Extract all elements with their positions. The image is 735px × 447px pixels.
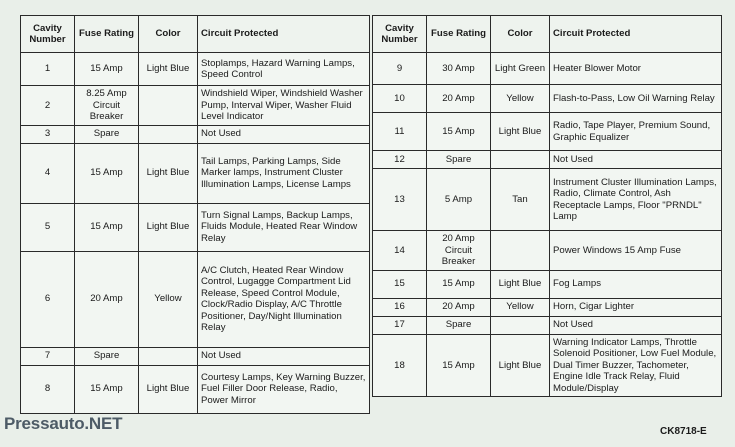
cavity-number-cell: 17 bbox=[373, 316, 427, 334]
fuse-row bbox=[373, 113, 722, 151]
circuit-protected-cell: Instrument Cluster Illumination Lamps, Radio, Climate Control, Ash Receptacle Lamps, Floor "PRNDL" Lamp bbox=[550, 169, 722, 231]
fuse-row bbox=[21, 143, 370, 203]
circuit-protected-cell: Tail Lamps, Parking Lamps, Side Marker lamps, Instrument Cluster Illumination Lamps, License Lamps bbox=[198, 143, 370, 203]
fuse-rating-cell: Spare bbox=[427, 151, 491, 169]
cavity-number-cell: 6 bbox=[21, 251, 75, 347]
cavity-number-cell: 4 bbox=[21, 143, 75, 203]
cavity-number-cell: 10 bbox=[373, 85, 427, 113]
cavity-number-cell: 12 bbox=[373, 151, 427, 169]
cavity-number-cell: 11 bbox=[373, 113, 427, 151]
fuse-row bbox=[21, 53, 370, 86]
fuse-rating-cell: 15 Amp bbox=[427, 113, 491, 151]
cavity-number-cell: 15 bbox=[373, 270, 427, 298]
circuit-protected-cell: Power Windows 15 Amp Fuse bbox=[550, 231, 722, 271]
fuse-row bbox=[373, 316, 722, 334]
cavity-number-cell: 7 bbox=[21, 347, 75, 365]
circuit-protected-cell: Flash-to-Pass, Low Oil Warning Relay bbox=[550, 85, 722, 113]
header-color: Color bbox=[139, 16, 198, 53]
fuse-color-cell: Yellow bbox=[491, 85, 550, 113]
fuse-row bbox=[373, 151, 722, 169]
fuse-row bbox=[373, 169, 722, 231]
fuse-color-cell: Light Blue bbox=[491, 113, 550, 151]
fuse-color-cell: Yellow bbox=[139, 251, 198, 347]
cavity-number-cell: 14 bbox=[373, 231, 427, 271]
fuse-rating-cell: 15 Amp bbox=[75, 203, 139, 251]
fuse-rating-cell: Spare bbox=[75, 347, 139, 365]
circuit-protected-cell: Fog Lamps bbox=[550, 270, 722, 298]
header-circuit-protected: Circuit Protected bbox=[198, 16, 370, 53]
circuit-protected-cell: Courtesy Lamps, Key Warning Buzzer, Fuel Filler Door Release, Radio, Power Mirror bbox=[198, 365, 370, 413]
header-fuse-rating: Fuse Rating bbox=[427, 16, 491, 53]
fuse-color-cell: Yellow bbox=[491, 298, 550, 316]
fuse-rating-cell: 20 Amp bbox=[75, 251, 139, 347]
fuse-row bbox=[21, 125, 370, 143]
circuit-protected-cell: Not Used bbox=[550, 316, 722, 334]
fuse-rating-cell: Spare bbox=[75, 125, 139, 143]
fuse-rating-cell: 15 Amp bbox=[75, 365, 139, 413]
fuse-row bbox=[21, 347, 370, 365]
cavity-number-cell: 9 bbox=[373, 53, 427, 85]
fuse-rating-cell: 15 Amp bbox=[75, 143, 139, 203]
fuse-color-cell: Tan bbox=[491, 169, 550, 231]
fuse-color-cell bbox=[139, 86, 198, 126]
circuit-protected-cell: Stoplamps, Hazard Warning Lamps, Speed Control bbox=[198, 53, 370, 86]
circuit-protected-cell: Heater Blower Motor bbox=[550, 53, 722, 85]
header-color: Color bbox=[491, 16, 550, 53]
table-header-row bbox=[21, 16, 370, 53]
circuit-protected-cell: Warning Indicator Lamps, Throttle Solenoid Positioner, Low Fuel Module, Dual Timer Buzzer, Tachometer, Engine Idle Track Relay, Fluid Module/Display bbox=[550, 334, 722, 397]
chart-code: CK8718-E bbox=[660, 426, 707, 437]
fuse-row bbox=[21, 365, 370, 413]
fuse-row bbox=[373, 270, 722, 298]
circuit-protected-cell: Turn Signal Lamps, Backup Lamps, Fluids Module, Heated Rear Window Relay bbox=[198, 203, 370, 251]
header-cavity-number: Cavity Number bbox=[21, 16, 75, 53]
header-cavity-number: Cavity Number bbox=[373, 16, 427, 53]
circuit-protected-cell: Not Used bbox=[550, 151, 722, 169]
fuse-color-cell: Light Blue bbox=[139, 143, 198, 203]
fuse-rating-cell: 15 Amp bbox=[427, 334, 491, 397]
fuse-row bbox=[373, 53, 722, 85]
cavity-number-cell: 18 bbox=[373, 334, 427, 397]
fuse-color-cell: Light Blue bbox=[139, 203, 198, 251]
fuse-color-cell bbox=[491, 231, 550, 271]
cavity-number-cell: 2 bbox=[21, 86, 75, 126]
fuse-rating-cell: 5 Amp bbox=[427, 169, 491, 231]
fuse-rating-cell: 8.25 Amp Circuit Breaker bbox=[75, 86, 139, 126]
circuit-protected-cell: Horn, Cigar Lighter bbox=[550, 298, 722, 316]
cavity-number-cell: 1 bbox=[21, 53, 75, 86]
fuse-row bbox=[373, 85, 722, 113]
fuse-color-cell bbox=[139, 125, 198, 143]
fuse-rating-cell: 15 Amp bbox=[427, 270, 491, 298]
fuse-rating-cell: Spare bbox=[427, 316, 491, 334]
fuse-rating-cell: 15 Amp bbox=[75, 53, 139, 86]
fuse-color-cell: Light Blue bbox=[139, 365, 198, 413]
fuse-table-left bbox=[20, 15, 370, 414]
circuit-protected-cell: Windshield Wiper, Windshield Washer Pump, Interval Wiper, Washer Fluid Level Indicator bbox=[198, 86, 370, 126]
fuse-row bbox=[373, 231, 722, 271]
fuse-rating-cell: 20 Amp bbox=[427, 298, 491, 316]
fuse-row bbox=[373, 298, 722, 316]
fuse-color-cell bbox=[491, 151, 550, 169]
circuit-protected-cell: Radio, Tape Player, Premium Sound, Graphic Equalizer bbox=[550, 113, 722, 151]
circuit-protected-cell: Not Used bbox=[198, 347, 370, 365]
cavity-number-cell: 16 bbox=[373, 298, 427, 316]
cavity-number-cell: 13 bbox=[373, 169, 427, 231]
header-circuit-protected: Circuit Protected bbox=[550, 16, 722, 53]
watermark-brand: Pressauto.NET bbox=[4, 414, 123, 433]
fuse-row bbox=[21, 203, 370, 251]
header-fuse-rating: Fuse Rating bbox=[75, 16, 139, 53]
fuse-color-cell: Light Green bbox=[491, 53, 550, 85]
fuse-row bbox=[21, 86, 370, 126]
fuse-rating-cell: 30 Amp bbox=[427, 53, 491, 85]
table-header-row bbox=[373, 16, 722, 53]
fuse-color-cell bbox=[139, 347, 198, 365]
fuse-color-cell: Light Blue bbox=[139, 53, 198, 86]
fuse-rating-cell: 20 Amp bbox=[427, 85, 491, 113]
fuse-row bbox=[373, 334, 722, 397]
cavity-number-cell: 5 bbox=[21, 203, 75, 251]
circuit-protected-cell: Not Used bbox=[198, 125, 370, 143]
fuse-color-cell: Light Blue bbox=[491, 270, 550, 298]
fuse-color-cell bbox=[491, 316, 550, 334]
fuse-row bbox=[21, 251, 370, 347]
fuse-table-right bbox=[372, 15, 722, 397]
cavity-number-cell: 8 bbox=[21, 365, 75, 413]
fuse-color-cell: Light Blue bbox=[491, 334, 550, 397]
fuse-rating-cell: 20 Amp Circuit Breaker bbox=[427, 231, 491, 271]
cavity-number-cell: 3 bbox=[21, 125, 75, 143]
circuit-protected-cell: A/C Clutch, Heated Rear Window Control, Lugagge Compartment Lid Release, Speed Control Module, Clock/Radio Display, A/C Throttle Positioner, Day/Night Illumination Relay bbox=[198, 251, 370, 347]
